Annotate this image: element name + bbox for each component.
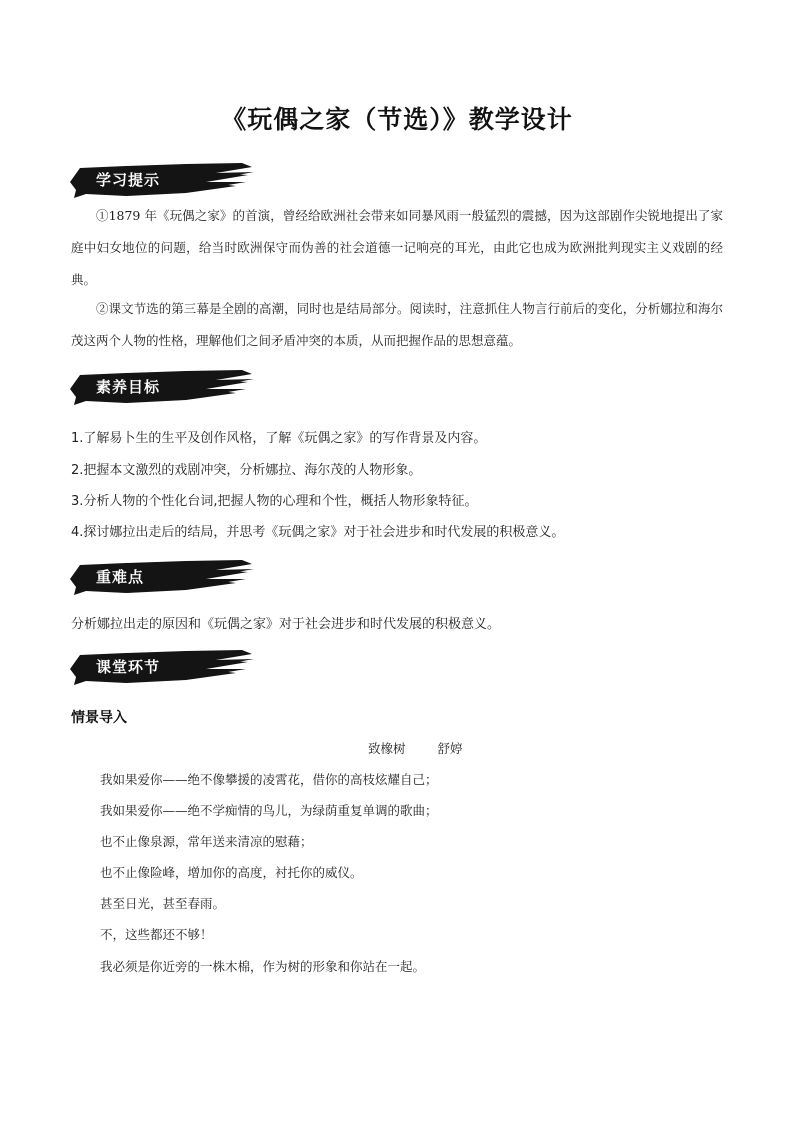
subsection-title: 情景导入: [71, 710, 127, 726]
tips-paragraph-1: ①1879 年《玩偶之家》的首演，曾经给欧洲社会带来如同暴风雨一般猛烈的震撼，因为这部剧作尖锐地提出了家庭中妇女地位的问题，给当时欧洲保守而伪善的社会道德一记响亮的耳光，由此它也成为欧洲批判现实主义戏剧的经典。: [71, 208, 723, 287]
key-points-text: 分析娜拉出走的原因和《玩偶之家》对于社会进步和时代发展的积极意义。: [71, 617, 501, 632]
goal-item-1: 1.了解易卜生的生平及创作风格，了解《玩偶之家》的写作背景及内容。: [71, 431, 487, 446]
document-title: 《玩偶之家（节选）》教学设计: [221, 105, 573, 134]
section-header-key: [66, 557, 256, 597]
goal-item-2: 2.把握本文激烈的戏剧冲突，分析娜拉、海尔茂的人物形象。: [71, 463, 422, 478]
tips-paragraph-2: ②课文节选的第三幕是全剧的高潮，同时也是结局部分。阅读时，注意抓住人物言行前后的变化，分析娜拉和海尔茂这两个人物的性格，理解他们之间矛盾冲突的本质，从而把握作品的思想意蕴。: [71, 301, 723, 348]
poem-line: 也不止像险峰，增加你的高度，衬托你的威仪。: [100, 865, 363, 880]
brush-stroke-icon: [66, 160, 256, 200]
brush-stroke-icon: [66, 367, 256, 407]
section-title: 课堂环节: [96, 658, 161, 676]
section-header-tips: [66, 160, 256, 200]
brush-stroke-icon: [66, 557, 256, 597]
poem-line: 我必须是你近旁的一株木棉，作为树的形象和你站在一起。: [100, 959, 426, 974]
poem-title: 致橡树: [368, 741, 406, 756]
section-title: 素养目标: [96, 378, 161, 396]
goal-item-4: 4.探讨娜拉出走后的结局，并思考《玩偶之家》对于社会进步和时代发展的积极意义。: [71, 525, 565, 540]
poem-heading: [368, 739, 463, 757]
section-header-class: [66, 647, 256, 687]
poem-line: 不，这些都还不够！: [100, 927, 213, 942]
brush-stroke-icon: [66, 647, 256, 687]
goal-item-3: 3.分析人物的个性化台词,把握人物的心理和个性，概括人物形象特征。: [71, 494, 478, 509]
poem-author: 舒婷: [437, 741, 463, 756]
poem-line: 甚至日光，甚至春雨。: [100, 896, 226, 911]
section-title: 重难点: [96, 568, 145, 586]
poem-line: 也不止像泉源，常年送来清凉的慰藉；: [100, 834, 313, 849]
section-title: 学习提示: [96, 171, 161, 189]
poem-line: 我如果爱你——绝不学痴情的鸟儿，为绿荫重复单调的歌曲；: [100, 803, 438, 818]
poem-line: 我如果爱你——绝不像攀援的凌霄花，借你的高枝炫耀自己；: [100, 772, 438, 787]
section-header-goals: [66, 367, 256, 407]
